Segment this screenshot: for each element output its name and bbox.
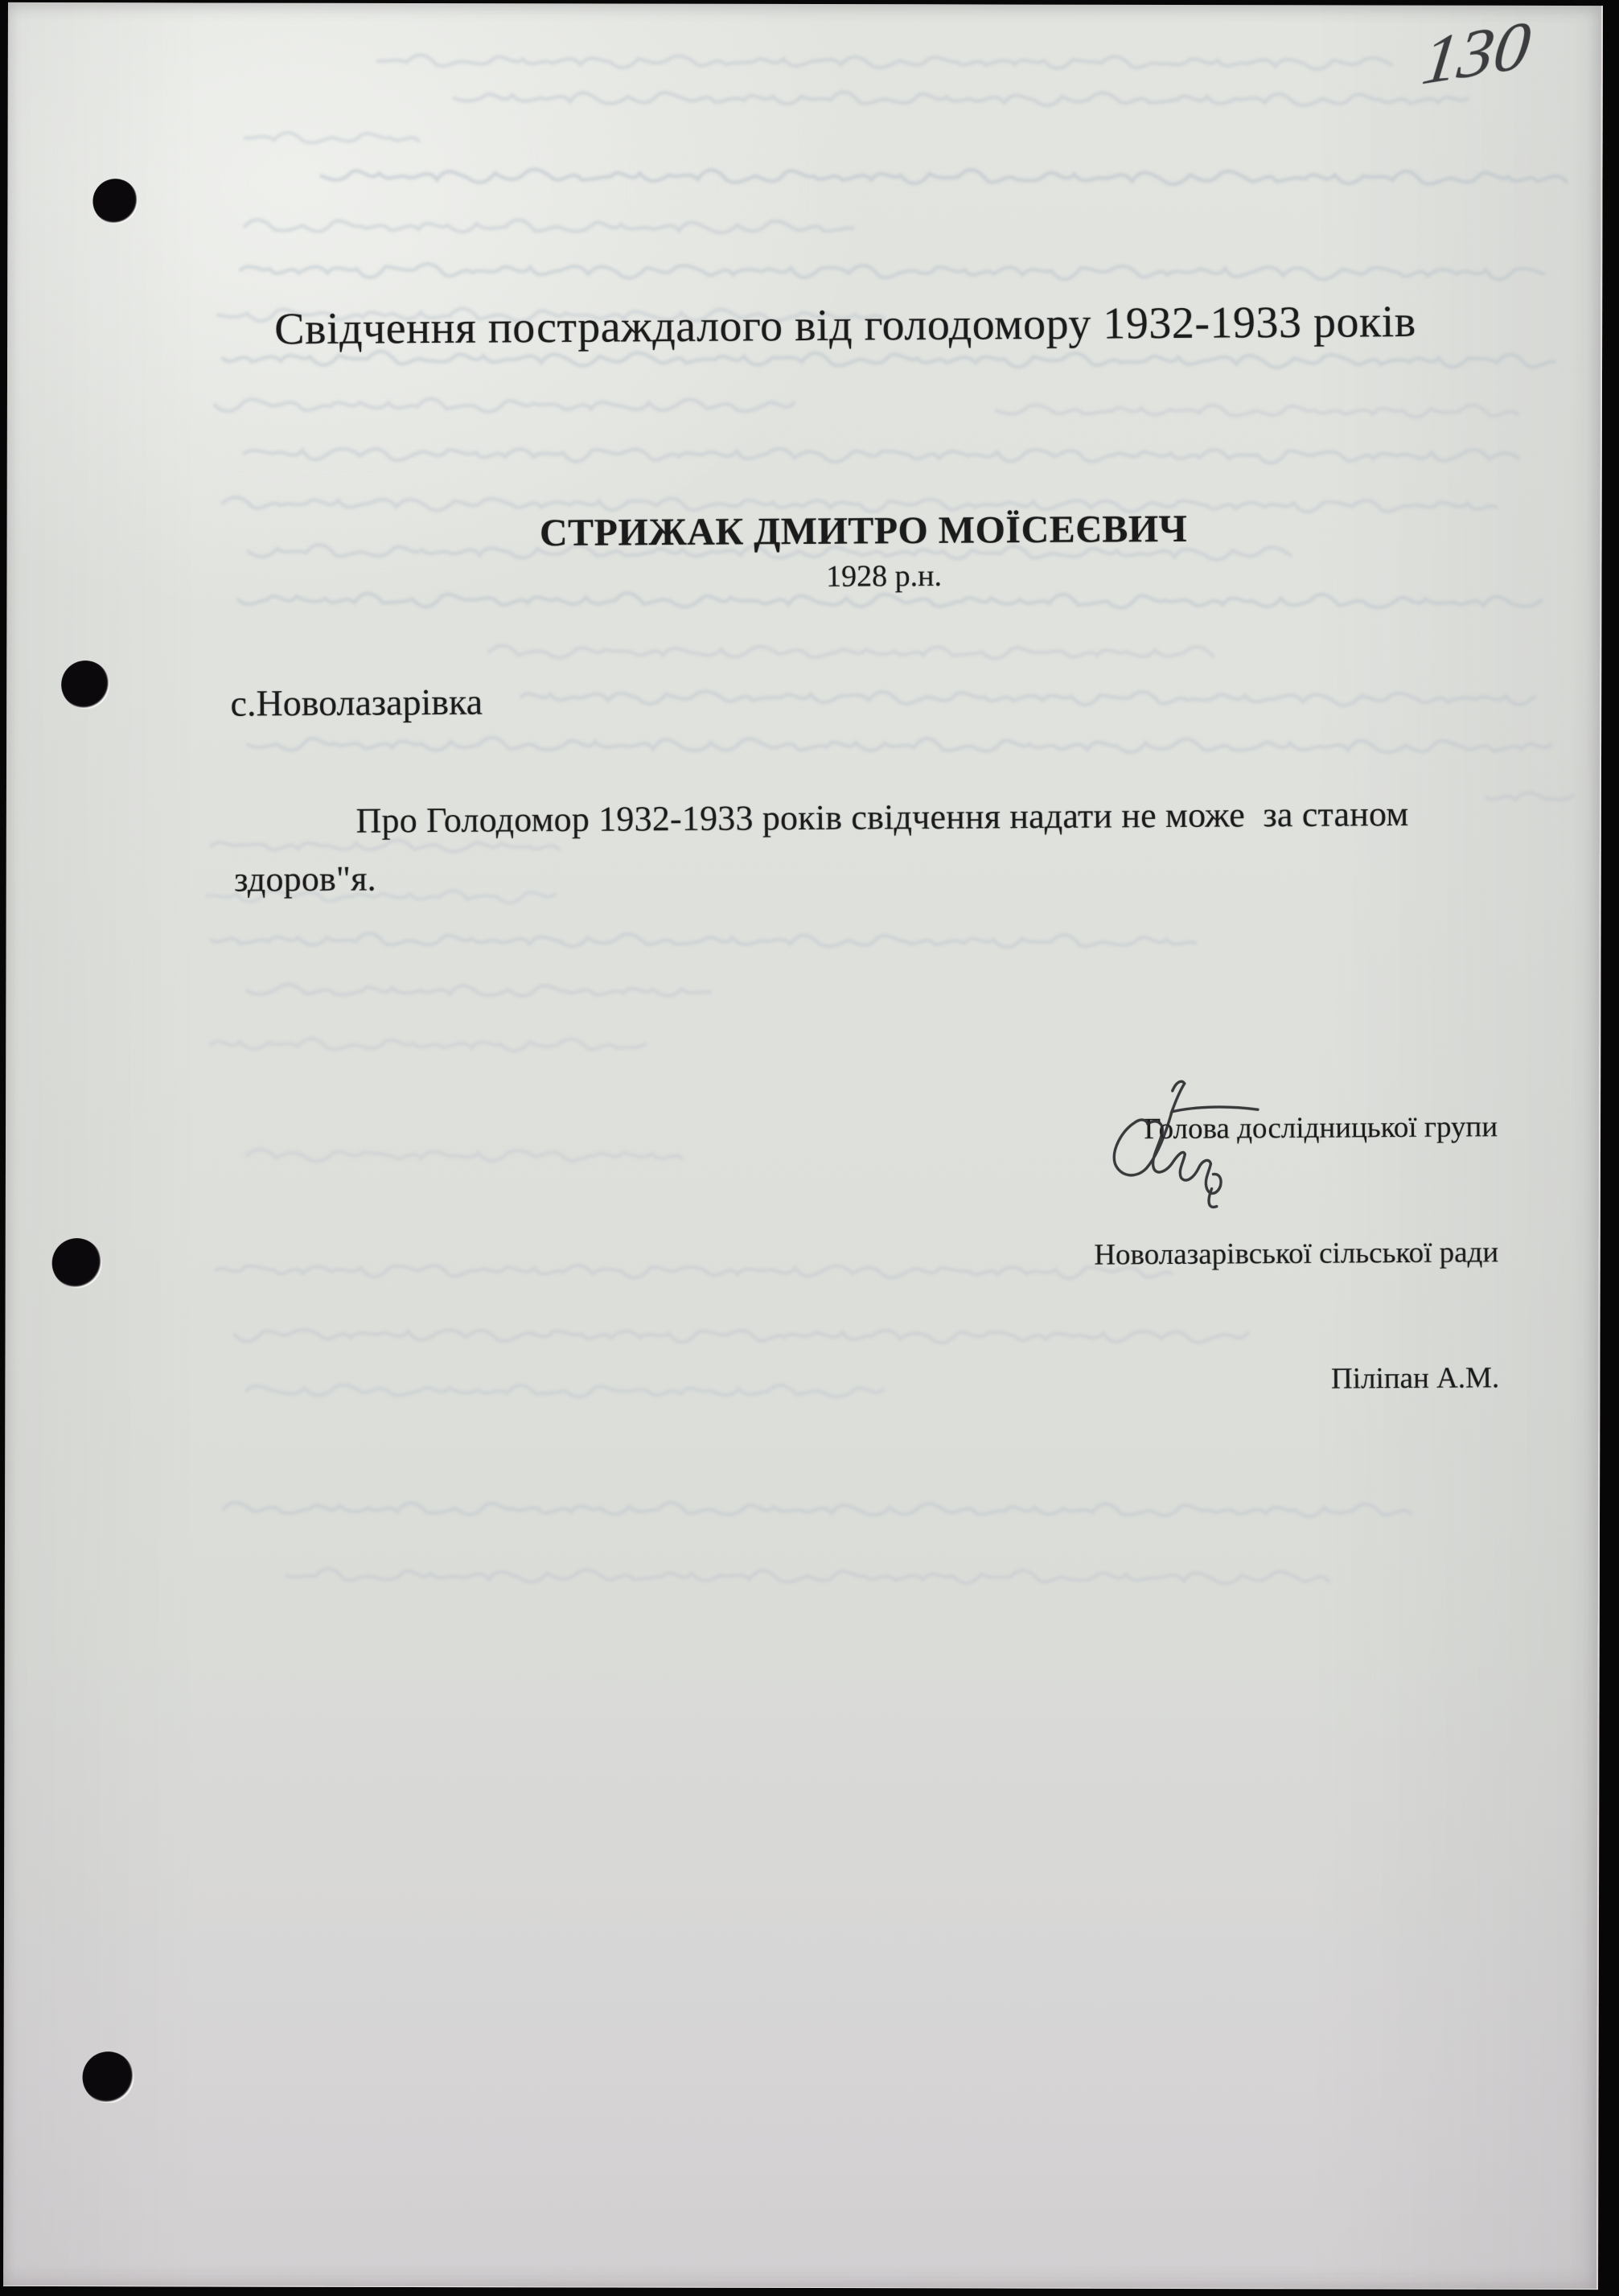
signatory-council-line: Новолазарівської сільської ради	[1094, 1236, 1499, 1272]
document-title: Свідчення постраждалого від голодомору 1932-1933 років	[274, 296, 1416, 355]
scanned-page	[3, 2, 1603, 2290]
punch-hole	[83, 2051, 134, 2103]
witness-name: СТРИЖАК ДМИТРО МОЇСЕЄВИЧ	[539, 507, 1188, 555]
punch-hole	[61, 660, 109, 709]
birth-year: 1928 р.н.	[825, 558, 943, 594]
signatory-role-line: Голова дослідницької групи	[1144, 1110, 1498, 1146]
punch-hole	[52, 1238, 102, 1288]
settlement-name: с.Новолазарівка	[230, 681, 483, 724]
punch-hole	[92, 179, 138, 224]
signatory-name: Піліпан А.М.	[1330, 1361, 1500, 1396]
handwritten-page-number: 130	[1418, 6, 1535, 100]
body-paragraph-line: здоров"я.	[233, 858, 376, 899]
body-paragraph-line: Про Голодомор 1932-1933 років свідчення надати не може за станом	[355, 793, 1409, 841]
signature-ink	[1099, 1076, 1284, 1230]
